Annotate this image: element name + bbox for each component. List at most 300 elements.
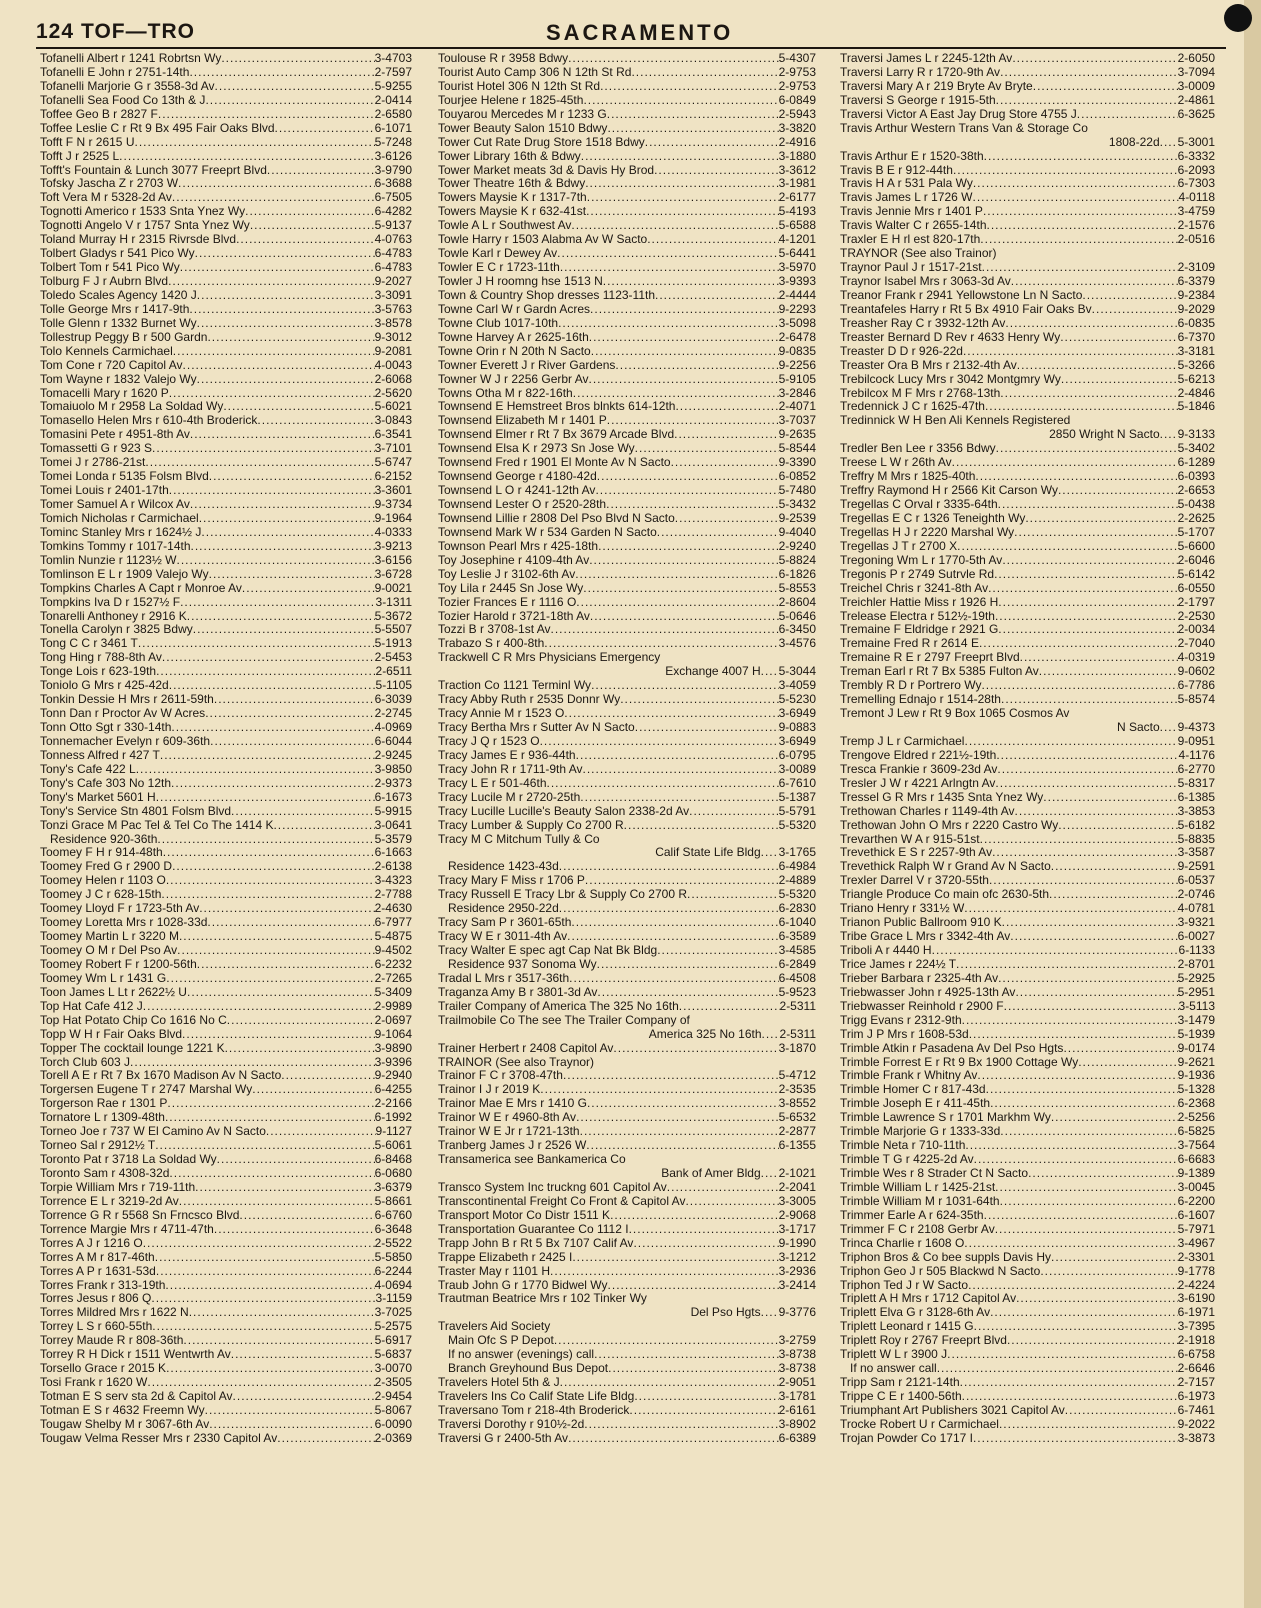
- listing-phone: 6-1355: [778, 1139, 816, 1153]
- listing-entry: [40, 902, 412, 916]
- listing-name: Trainor W E r 4960-8th Av: [438, 1111, 577, 1125]
- leader-dots: [675, 400, 778, 414]
- leader-dots: [977, 1069, 1177, 1083]
- listing-phone: 9-2081: [374, 344, 412, 358]
- leader-dots: [183, 359, 375, 373]
- listing-phone: 6-7977: [374, 916, 412, 930]
- listing-phone: 5-3432: [778, 498, 816, 511]
- listing-phone: 9-4373: [1177, 721, 1215, 734]
- listing-name: Traversi Dorothy r 910½-2d: [438, 1417, 585, 1431]
- listing-entry: [40, 1265, 412, 1279]
- listing-name: Traversi Mary A r 219 Bryte Av Bryte: [840, 79, 1033, 93]
- leader-dots: [554, 1334, 779, 1348]
- leader-dots: [267, 164, 375, 178]
- listing-entry: [438, 874, 816, 888]
- leader-dots: [932, 944, 1179, 958]
- listing-entry: [438, 693, 816, 707]
- listing-entry: [40, 805, 412, 819]
- listing-entry: [438, 526, 816, 540]
- listing-name: Torrence Margie Mrs r 4711-47th: [40, 1222, 214, 1236]
- leader-dots: [633, 1237, 778, 1251]
- listing-phone: 6-2093: [1177, 163, 1215, 177]
- listing-phone: 9-2539: [778, 511, 816, 525]
- leader-dots: [984, 150, 1178, 164]
- listing-phone: 2-6511: [375, 665, 412, 679]
- leader-dots: [576, 1111, 779, 1125]
- leader-dots: [587, 1097, 779, 1111]
- listing-entry: [40, 456, 412, 470]
- listing-name: Triumphant Art Publishers 3021 Capitol Av: [840, 1403, 1065, 1417]
- leader-dots: [610, 1209, 779, 1223]
- page-number: 124: [36, 20, 75, 43]
- leader-dots: [155, 1251, 375, 1265]
- leader-dots: [1051, 860, 1178, 874]
- leader-dots: [559, 860, 779, 874]
- listing-phone: 9-4502: [374, 944, 412, 957]
- leader-dots: [1039, 665, 1178, 679]
- leader-dots: [242, 582, 375, 596]
- listing-phone: 3-2414: [778, 1278, 816, 1292]
- listing-entry: [40, 122, 412, 136]
- listing-phone: 2-6580: [374, 107, 412, 121]
- listing-name: If no answer call: [850, 1362, 937, 1376]
- listing-phone: 5-1939: [1177, 1027, 1215, 1041]
- listing-entry: [840, 1418, 1215, 1432]
- listing-entry: [40, 345, 412, 359]
- leader-dots: [156, 791, 375, 805]
- leader-dots: [585, 177, 778, 191]
- listing-name: Treantafeles Harry r Rt 5 Bx 4910 Fair Oaks Bv: [840, 302, 1092, 316]
- listing-name: Traversi Larry R r 1720-9th Av: [840, 65, 1001, 79]
- listing-name: Tornatore L r 1309-48th: [40, 1111, 165, 1125]
- listing-name: Toffee Leslie C r Rt 9 Bx 495 Fair Oaks Blvd: [40, 121, 275, 135]
- listing-phone: 3-8578: [374, 316, 412, 330]
- listing-phone: 6-1607: [1177, 1208, 1215, 1222]
- listing-entry: [438, 777, 816, 791]
- leader-dots: [1078, 1056, 1177, 1070]
- leader-dots: [761, 846, 779, 860]
- listing-phone: 5-6600: [1177, 539, 1215, 553]
- listing-entry: [840, 80, 1215, 94]
- leader-dots: [569, 972, 778, 986]
- listing-name: Townsend Fred r 1901 El Monte Av N Sacto: [438, 456, 671, 470]
- listing-phone: 5-9105: [778, 372, 816, 386]
- listing-entry: [438, 150, 816, 164]
- leader-dots: [560, 1376, 779, 1390]
- listing-name: Treichler Hattie Miss r 1926 H: [840, 595, 999, 609]
- leader-dots: [167, 1097, 374, 1111]
- leader-dots: [634, 1390, 778, 1404]
- listing-entry: [40, 763, 412, 777]
- listing-phone: 2-5522: [374, 1236, 412, 1250]
- leader-dots: [547, 777, 779, 791]
- listing-name: Tolo Kennels Carmichael: [40, 344, 173, 358]
- leader-dots: [231, 1348, 375, 1362]
- listing-phone: 3-0045: [1177, 1180, 1215, 1194]
- listing-name: Torch Club 603 J: [40, 1055, 131, 1069]
- leader-dots: [1092, 303, 1178, 317]
- listing-name: Travelers Aid Society: [438, 1320, 551, 1334]
- listing-entry: [840, 1432, 1215, 1446]
- listing-entry: [840, 1097, 1215, 1111]
- leader-dots: [1015, 986, 1177, 1000]
- leader-dots: [152, 1320, 374, 1334]
- listing-entry: [438, 707, 816, 721]
- listing-name: Triplett Roy r 2767 Freeprt Blvd: [840, 1334, 1007, 1348]
- leader-dots: [1065, 1404, 1178, 1418]
- listing-entry: [40, 177, 412, 191]
- listing-phone: 3-0641: [374, 818, 412, 832]
- listing-phone: 5-8544: [778, 442, 816, 456]
- listing-name: Triboli A r 4440 H: [840, 944, 932, 957]
- listing-name: Toomey Helen r 1103 O: [40, 874, 166, 888]
- listing-entry: [438, 846, 816, 860]
- listing-phone: 6-4255: [374, 1083, 412, 1097]
- listing-phone: 6-3332: [1177, 149, 1215, 163]
- listing-phone: 5-1846: [1177, 400, 1215, 414]
- listing-entry: [40, 1292, 412, 1306]
- listing-name: Transamerica see Bankamerica Co: [438, 1153, 626, 1167]
- listing-phone: 6-0393: [1177, 470, 1215, 484]
- listing-name: Tresca Frankie r 3609-23d Av: [840, 762, 998, 776]
- listing-entry: [40, 498, 412, 512]
- listing-name: Tofft F N r 2615 U: [40, 135, 135, 149]
- listing-phone: 2-7788: [374, 888, 412, 902]
- listing-name: Tofanelli Sea Food Co 13th & J: [40, 93, 206, 107]
- listing-name: Toy Leslie J r 3102-6th Av: [438, 567, 576, 581]
- listing-phone: 5-8824: [778, 553, 816, 567]
- leader-dots: [685, 1195, 778, 1209]
- listing-phone: 5-6588: [778, 219, 816, 233]
- listing-name: Tozier Harold r 3721-18th Av: [438, 609, 590, 623]
- listing-entry: [40, 1432, 412, 1446]
- listing-entry: [438, 247, 816, 261]
- listing-phone: 5-2925: [1177, 971, 1215, 985]
- listing-phone: 9-1389: [1177, 1167, 1215, 1180]
- listing-phone: 3-3820: [778, 121, 816, 135]
- listing-phone: 2-1797: [1177, 595, 1215, 609]
- listing-name: Townson Pearl Mrs r 425-18th: [438, 539, 599, 553]
- leader-dots: [645, 136, 779, 150]
- listing-phone: 5-5791: [778, 804, 816, 818]
- leader-dots: [687, 888, 779, 902]
- listing-phone: 2-9245: [374, 748, 412, 762]
- leader-dots: [166, 972, 374, 986]
- listing-entry: [840, 1265, 1215, 1279]
- listing-name: Tougaw Shelby M r 3067-6th Av: [40, 1417, 210, 1431]
- listing-name: Trice James r 224½ T: [840, 957, 957, 971]
- listing-entry: [438, 637, 816, 651]
- listing-name: Traversi G r 2400-5th Av: [438, 1431, 569, 1445]
- leader-dots: [615, 359, 778, 373]
- listing-name: Torrey L S r 660-55th: [40, 1320, 153, 1334]
- listing-phone: 2-4861: [1177, 93, 1215, 107]
- listing-entry: [438, 1167, 816, 1181]
- listing-name: Traxler E H rl est 820-17th: [840, 233, 981, 247]
- listing-entry: [438, 623, 816, 637]
- listing-entry: [40, 261, 412, 275]
- listing-entry: [438, 1097, 816, 1111]
- listing-entry: [438, 1056, 816, 1070]
- listing-phone: 2-2166: [374, 1097, 412, 1111]
- leader-dots: [172, 191, 375, 205]
- leader-dots: [996, 749, 1178, 763]
- listing-name: Tregellas C Orval r 3335-64th: [840, 498, 998, 511]
- listing-name: Torpie William Mrs r 719-11th: [40, 1180, 196, 1194]
- directory-column-2: [438, 52, 816, 1446]
- listing-entry: [40, 888, 412, 902]
- listing-entry: [840, 261, 1215, 275]
- leader-dots: [964, 902, 1177, 916]
- listing-name: Travis Jennie Mrs r 1401 P: [840, 205, 983, 219]
- leader-dots: [187, 610, 375, 624]
- leader-dots: [252, 1083, 374, 1097]
- listing-name: Toniolo G Mrs r 425-42d: [40, 679, 169, 693]
- listing-phone: 2-7597: [374, 65, 412, 79]
- listing-phone: 4-0319: [1177, 651, 1215, 665]
- listing-entry: [438, 94, 816, 108]
- listing-name: TRAINOR (See also Traynor): [438, 1055, 595, 1069]
- listing-entry: [40, 944, 412, 958]
- listing-phone: 6-2244: [374, 1264, 412, 1278]
- listing-name: Trimble Forrest E r Rt 9 Bx 1900 Cottage Wy: [840, 1055, 1079, 1069]
- listing-name: Torneo Joe r 737 W El Camino Av N Sacto: [40, 1125, 266, 1139]
- listing-name: Tonzi Grace M Pac Tel & Tel Co The 1414 K: [40, 818, 274, 832]
- leader-dots: [990, 1097, 1178, 1111]
- listing-name: Tower Library 16th & Bdwy: [438, 149, 581, 163]
- listing-entry: [40, 623, 412, 637]
- listing-entry: [40, 916, 412, 930]
- listing-phone: 3-1880: [778, 149, 816, 163]
- listing-phone: 5-9523: [778, 985, 816, 999]
- listing-phone: 3-7025: [374, 1306, 412, 1320]
- listing-name: Tomei Louis r 2401-17th: [40, 484, 169, 498]
- leader-dots: [209, 568, 375, 582]
- listing-name: Tong C C r 3461 T: [40, 637, 138, 651]
- leader-dots: [974, 1320, 1178, 1334]
- listing-phone: 3-6949: [778, 734, 816, 748]
- listing-name: Towner Everett J r River Gardens: [438, 358, 616, 372]
- listing-phone: 6-1663: [374, 846, 412, 860]
- listing-phone: 2-6068: [374, 372, 412, 386]
- leader-dots: [152, 442, 375, 456]
- listing-entry: [438, 860, 816, 874]
- leader-dots: [1082, 289, 1177, 303]
- leader-dots: [657, 944, 778, 958]
- listing-phone: 5-4875: [374, 930, 412, 944]
- leader-dots: [1058, 819, 1177, 833]
- listing-name: Trimble Homer C r 817-43d: [840, 1083, 986, 1097]
- listing-phone: 6-0795: [778, 748, 816, 762]
- listing-entry: [438, 540, 816, 554]
- listing-phone: 2-1021: [778, 1167, 816, 1180]
- listing-phone: 5-7248: [374, 135, 412, 149]
- listing-name: Tracy Mary F Miss r 1706 P: [438, 874, 585, 888]
- leader-dots: [671, 456, 779, 470]
- listing-phone: 4-0333: [374, 525, 412, 539]
- listing-entry: [40, 1069, 412, 1083]
- leader-dots: [166, 1362, 375, 1376]
- listing-entry: [840, 916, 1215, 930]
- listing-phone: 5-7971: [1177, 1222, 1215, 1236]
- leader-dots: [169, 1167, 374, 1181]
- listing-phone: 6-6389: [778, 1431, 816, 1445]
- listing-phone: 2-9373: [374, 776, 412, 790]
- leader-dots: [177, 944, 374, 958]
- leader-dots: [558, 317, 779, 331]
- listing-name: Top Hat Potato Chip Co 1616 No C: [40, 1013, 227, 1027]
- listing-name: Trimble Frank r Whitny Av: [840, 1069, 978, 1083]
- leader-dots: [591, 345, 779, 359]
- listing-entry: [438, 582, 816, 596]
- leader-dots: [277, 1432, 374, 1446]
- listing-entry: [438, 1014, 816, 1028]
- binding-hole: [1224, 4, 1252, 32]
- leader-dots: [571, 916, 778, 930]
- listing-entry: [840, 219, 1215, 233]
- listing-phone: 6-7370: [1177, 330, 1215, 344]
- listing-phone: 3-4576: [778, 637, 816, 651]
- listing-phone: 5-3402: [1177, 442, 1215, 456]
- listing-phone: 2-8701: [1177, 957, 1215, 971]
- listing-entry: [438, 1334, 816, 1348]
- listing-entry: [438, 651, 816, 665]
- listing-name: Triphon Geo J r 505 Blackwd N Sacto: [840, 1264, 1041, 1278]
- listing-phone: 9-2940: [374, 1069, 412, 1083]
- listing-entry: [840, 874, 1215, 888]
- listing-name: Tribe Grace L Mrs r 3342-4th Av: [840, 930, 1011, 944]
- listing-entry: [840, 1014, 1215, 1028]
- listing-phone: 2-2625: [1177, 511, 1215, 525]
- listing-entry: [438, 428, 816, 442]
- listing-name: Trethowan John O Mrs r 2220 Castro Wy: [840, 818, 1059, 832]
- listing-phone: 9-0021: [374, 581, 412, 595]
- listing-entry: [840, 1251, 1215, 1265]
- leader-dots: [590, 303, 779, 317]
- listing-entry: [438, 233, 816, 247]
- listing-entry: [840, 1028, 1215, 1042]
- leader-dots: [606, 498, 779, 512]
- listing-phone: 3-6126: [374, 149, 412, 163]
- listing-entry: [840, 986, 1215, 1000]
- leader-dots: [281, 1069, 374, 1083]
- listing-entry: [438, 1292, 816, 1306]
- leader-dots: [1049, 888, 1178, 902]
- leader-dots: [119, 150, 374, 164]
- listing-name: Tourist Auto Camp 306 N 12th St Rd: [438, 65, 632, 79]
- leader-dots: [613, 1042, 778, 1056]
- listing-entry: [840, 1320, 1215, 1334]
- leader-dots: [597, 986, 778, 1000]
- listing-name: Triplett Leonard r 1415 G: [840, 1320, 974, 1334]
- leader-dots: [189, 1306, 375, 1320]
- leader-dots: [975, 470, 1177, 484]
- listing-name: Residence 937 Sonoma Wy: [448, 957, 597, 971]
- listing-phone: 6-1673: [374, 790, 412, 804]
- listing-entry: [438, 1181, 816, 1195]
- listing-entry: [438, 1432, 816, 1446]
- listing-phone: 3-9396: [374, 1055, 412, 1069]
- listing-name: Trabazo S r 400-8th: [438, 637, 545, 651]
- listing-phone: 6-1071: [374, 121, 412, 135]
- leader-dots: [572, 1251, 778, 1265]
- listing-entry: [840, 1209, 1215, 1223]
- leader-dots: [239, 1209, 374, 1223]
- listing-name: Trojan Powder Co 1717 I: [840, 1431, 973, 1445]
- listing-phone: 9-1778: [1177, 1264, 1215, 1278]
- listing-name: Treichel Chris r 3241-8th Av: [840, 581, 989, 595]
- listing-entry: [40, 1348, 412, 1362]
- listing-phone: 2-0746: [1177, 888, 1215, 902]
- listing-entry: [438, 888, 816, 902]
- leader-dots: [995, 1181, 1177, 1195]
- listing-entry: [40, 359, 412, 373]
- leader-dots: [996, 442, 1178, 456]
- listing-name: Toft Vera M r 5328-2d Av: [40, 191, 172, 205]
- listing-entry: [840, 1111, 1215, 1125]
- listing-name: Trimble Lawrence S r 1701 Markhm Wy: [840, 1111, 1051, 1125]
- leader-dots: [624, 819, 779, 833]
- leader-dots: [207, 331, 374, 345]
- leader-dots: [608, 1279, 779, 1293]
- listing-phone: 5-6837: [374, 1348, 412, 1362]
- listing-entry: [840, 554, 1215, 568]
- leader-dots: [589, 373, 779, 387]
- listing-name: Treffry M Mrs r 1825-40th: [840, 470, 976, 484]
- listing-entry: [840, 247, 1215, 261]
- listing-phone: 6-3625: [1177, 107, 1215, 121]
- listing-entry: [438, 1418, 816, 1432]
- listing-entry: [40, 1306, 412, 1320]
- listing-name: Trainor F C r 3708-47th: [438, 1069, 563, 1083]
- listing-name: Tourjee Helene r 1825-45th: [438, 93, 584, 107]
- listing-entry: [40, 1139, 412, 1153]
- leader-dots: [597, 470, 779, 484]
- listing-phone: 2-5311: [779, 999, 816, 1013]
- listing-phone: 6-2152: [374, 470, 412, 484]
- leader-dots: [1043, 791, 1177, 805]
- leader-dots: [594, 1348, 779, 1362]
- leader-dots: [963, 345, 1178, 359]
- listing-name: Triebwasser Reinhold r 2900 F: [840, 999, 1004, 1013]
- listing-name: Toomey Loretta Mrs r 1028-33d: [40, 916, 208, 930]
- listing-entry: [438, 122, 816, 136]
- listing-entry: [438, 610, 816, 624]
- listing-entry: [840, 275, 1215, 289]
- listing-name: Triano Henry r 331½ W: [840, 902, 965, 916]
- listing-phone: 3-0009: [1177, 79, 1215, 93]
- listing-name: Tognotti Americo r 1533 Snta Ynez Wy: [40, 205, 246, 219]
- listing-entry: [840, 623, 1215, 637]
- listing-entry: [840, 1000, 1215, 1014]
- listing-phone: 3-3612: [778, 163, 816, 177]
- listing-name: Trocke Robert U r Carmichael: [840, 1417, 999, 1431]
- listing-name: Torrey R H Dick r 1511 Wentwrth Av: [40, 1348, 231, 1362]
- listing-phone: 3-7395: [1177, 1320, 1215, 1334]
- listing-entry: [840, 596, 1215, 610]
- leader-dots: [1016, 1292, 1178, 1306]
- listing-entry: [840, 1042, 1215, 1056]
- listing-phone: 2-9753: [778, 65, 816, 79]
- listing-phone: 5-4193: [778, 205, 816, 219]
- listing-name: Tomei Londa r 5135 Folsm Blvd: [40, 470, 209, 484]
- listing-name: Trainor W E Jr r 1721-13th: [438, 1125, 580, 1139]
- listing-entry: [840, 707, 1215, 721]
- listing-phone: 6-2200: [1177, 1194, 1215, 1208]
- listing-entry: [438, 387, 816, 401]
- listing-phone: 3-1479: [1177, 1013, 1215, 1027]
- listing-name: Travis Arthur E r 1520-38th: [840, 149, 984, 163]
